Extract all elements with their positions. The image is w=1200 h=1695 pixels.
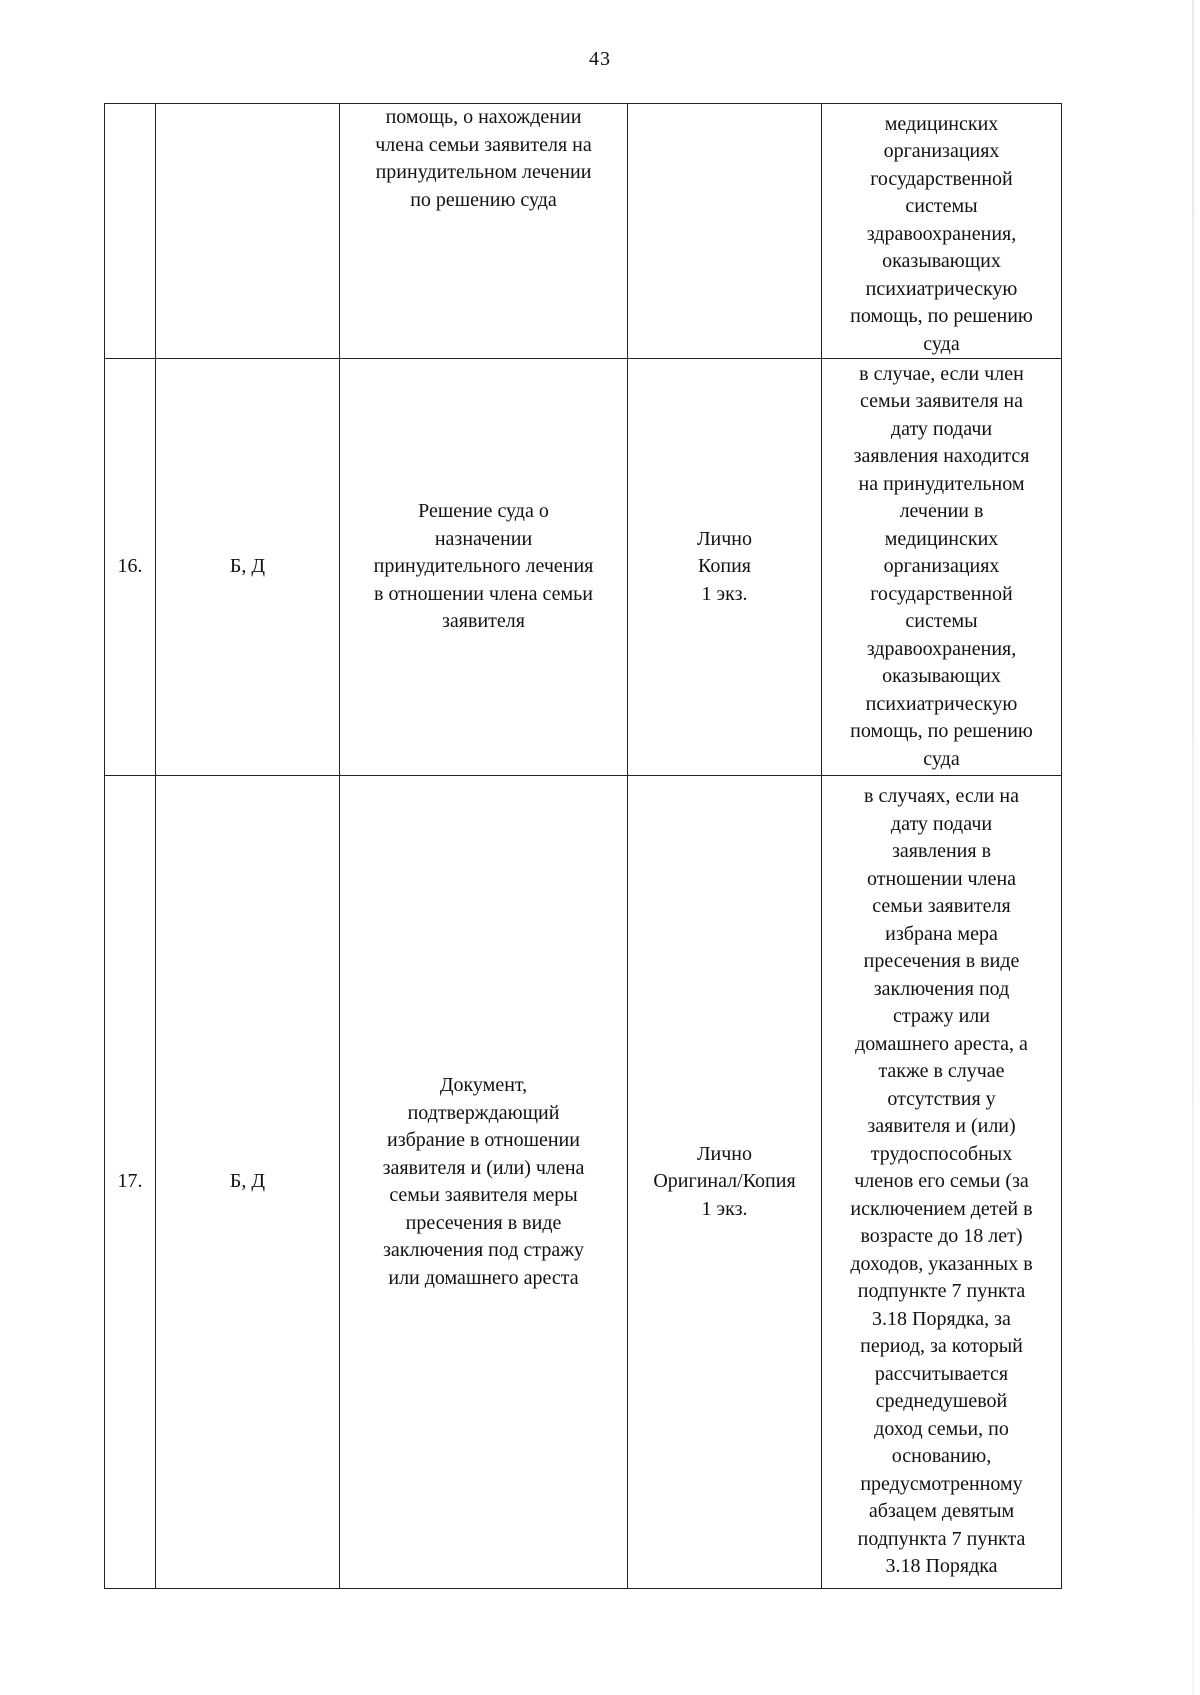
applicant-category-cell: Б, Д bbox=[156, 359, 340, 776]
applicant-category-cell: Б, Д bbox=[156, 776, 340, 1589]
submission-form-cell bbox=[628, 104, 822, 359]
scan-edge-shadow bbox=[1192, 0, 1194, 1695]
submission-form-cell: Лично Копия 1 экз. bbox=[628, 359, 822, 776]
document-name-cell: Документ, подтверждающий избрание в отношении заявителя и (или) члена семьи заявителя меры пресечения в виде заключения под стражу или домашнего ареста bbox=[340, 776, 628, 1589]
page-number: 43 bbox=[589, 48, 611, 70]
document-name-cell: помощь, о нахождении члена семьи заявителя на принудительном лечении по решению суда bbox=[340, 104, 628, 359]
table-row-16 bbox=[105, 359, 1062, 776]
submission-condition-cell: медицинских организациях государственной системы здравоохранения, оказывающих психиатрическую помощь, по решению суда bbox=[822, 104, 1062, 359]
documents-table bbox=[104, 103, 1062, 1589]
applicant-category-cell bbox=[156, 104, 340, 359]
submission-condition-cell: в случае, если член семьи заявителя на дату подачи заявления находится на принудительном лечении в медицинских организациях государственной системы здравоохранения, оказывающих психиатрическую помощь, по решению суда bbox=[822, 359, 1062, 776]
document-name-cell: Решение суда о назначении принудительного лечения в отношении члена семьи заявителя bbox=[340, 359, 628, 776]
row-number-cell: 16. bbox=[105, 359, 156, 776]
table-row-17 bbox=[105, 776, 1062, 1589]
row-number-cell: 17. bbox=[105, 776, 156, 1589]
submission-condition-cell: в случаях, если на дату подачи заявления в отношении члена семьи заявителя избрана мера пресечения в виде заключения под стражу или домашнего ареста, а также в случае отсутствия у заявителя и (или) трудоспособных членов его семьи (за исключением детей в возрасте до 18 лет) доходов, указанных в подпункте 7 пункта 3.18 Порядка, за период, за который рассчитывается среднедушевой доход семьи, по основанию, предусмотренному абзацем девятым подпункта 7 пункта 3.18 Порядка bbox=[822, 776, 1062, 1589]
table-row-continuation bbox=[105, 104, 1062, 359]
row-number-cell bbox=[105, 104, 156, 359]
submission-form-cell: Лично Оригинал/Копия 1 экз. bbox=[628, 776, 822, 1589]
